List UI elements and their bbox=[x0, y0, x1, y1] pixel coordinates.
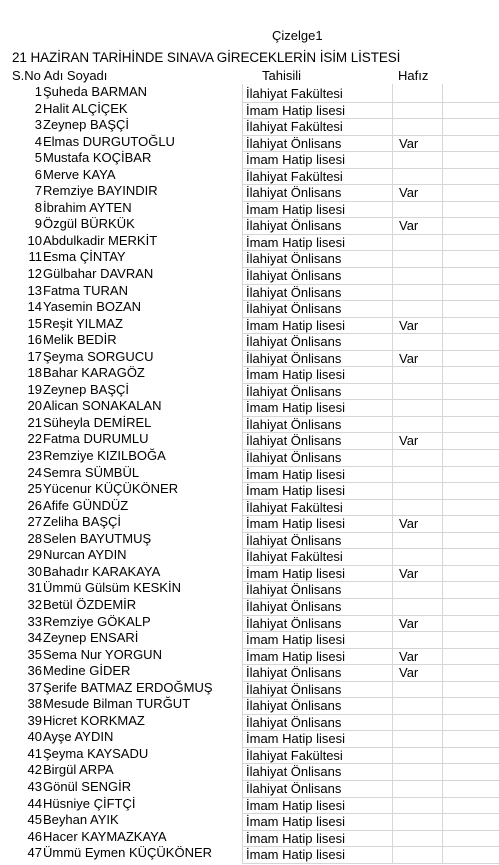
row-number: 8 bbox=[34, 199, 42, 215]
person-name: Hüsniye ÇİFTÇİ bbox=[43, 795, 136, 811]
education-cell: İlahiyat Önlisans bbox=[246, 416, 342, 432]
education-cell: İmam Hatip lisesi bbox=[246, 830, 345, 846]
table-row bbox=[0, 465, 499, 482]
education-cell: İlahiyat Önlisans bbox=[246, 185, 342, 201]
row-number: 7 bbox=[34, 183, 42, 199]
sheet-title: Çizelge1 bbox=[272, 28, 323, 43]
education-cell: İlahiyat Fakültesi bbox=[246, 549, 343, 565]
person-name: İbrahim AYTEN bbox=[43, 199, 132, 215]
person-name: Şerife BATMAZ ERDOĞMUŞ bbox=[43, 679, 213, 695]
table-row bbox=[0, 829, 499, 846]
person-name: Hacer KAYMAZKAYA bbox=[43, 828, 167, 844]
table-row bbox=[0, 481, 499, 498]
table-row bbox=[0, 597, 499, 614]
person-name: Sema Nur YORGUN bbox=[43, 646, 162, 662]
person-name: Zeynep BAŞÇİ bbox=[43, 117, 129, 133]
table-row bbox=[0, 796, 499, 813]
person-name: Zeynep BAŞÇİ bbox=[43, 381, 129, 397]
row-number: 28 bbox=[27, 530, 42, 546]
education-cell: İmam Hatip lisesi bbox=[246, 648, 345, 664]
row-number: 27 bbox=[27, 514, 42, 530]
hafiz-cell: Var bbox=[399, 218, 419, 234]
person-name: Halit ALÇİÇEK bbox=[43, 100, 128, 116]
education-cell: İlahiyat Fakültesi bbox=[246, 119, 343, 135]
education-cell: İlahiyat Önlisans bbox=[246, 780, 342, 796]
table-row bbox=[0, 101, 499, 118]
education-cell: İmam Hatip lisesi bbox=[246, 201, 345, 217]
header-no-name: S.No Adı Soyadı bbox=[12, 68, 108, 83]
person-name: Süheyla DEMİREL bbox=[43, 414, 152, 430]
table-row bbox=[0, 183, 499, 200]
row-number: 5 bbox=[34, 150, 42, 166]
person-name: Afife GÜNDÜZ bbox=[43, 497, 129, 513]
row-number: 40 bbox=[27, 729, 42, 745]
table-row bbox=[0, 762, 499, 779]
table-row bbox=[0, 845, 499, 862]
person-name: Betül ÖZDEMİR bbox=[43, 596, 137, 612]
table-row bbox=[0, 431, 499, 448]
table-row bbox=[0, 332, 499, 349]
row-number: 2 bbox=[34, 100, 42, 116]
table-row bbox=[0, 398, 499, 415]
person-name: Esma ÇİNTAY bbox=[43, 249, 126, 265]
education-cell: İlahiyat Önlisans bbox=[246, 301, 342, 317]
education-cell: İlahiyat Önlisans bbox=[246, 350, 342, 366]
education-cell: İmam Hatip lisesi bbox=[246, 152, 345, 168]
row-number: 39 bbox=[27, 712, 42, 728]
row-number: 34 bbox=[27, 630, 42, 646]
education-cell: İlahiyat Önlisans bbox=[246, 532, 342, 548]
row-number: 21 bbox=[27, 414, 42, 430]
table-row bbox=[0, 647, 499, 664]
education-cell: İmam Hatip lisesi bbox=[246, 731, 345, 747]
hafiz-cell: Var bbox=[399, 135, 419, 151]
education-cell: İlahiyat Önlisans bbox=[246, 681, 342, 697]
person-name: Bahadır KARAKAYA bbox=[43, 563, 161, 579]
person-name: Remziye BAYINDIR bbox=[43, 183, 158, 199]
education-cell: İlahiyat Önlisans bbox=[246, 450, 342, 466]
person-name: Semra SÜMBÜL bbox=[43, 464, 140, 480]
person-name: Zeliha BAŞÇİ bbox=[43, 514, 122, 530]
person-name: Özgül BÜRKÜK bbox=[43, 216, 135, 232]
table-row bbox=[0, 316, 499, 333]
education-cell: İlahiyat Önlisans bbox=[246, 135, 342, 151]
row-number: 15 bbox=[27, 315, 42, 331]
education-cell: İlahiyat Önlisans bbox=[246, 764, 342, 780]
person-name: Remziye KIZILBOĞA bbox=[43, 448, 166, 464]
row-number: 26 bbox=[27, 497, 42, 513]
table-row bbox=[0, 117, 499, 134]
row-number: 17 bbox=[27, 348, 42, 364]
person-name: Gülbahar DAVRAN bbox=[43, 266, 154, 282]
row-number: 12 bbox=[27, 266, 42, 282]
row-number: 10 bbox=[27, 232, 42, 248]
row-number: 45 bbox=[27, 812, 42, 828]
table-row bbox=[0, 580, 499, 597]
person-name: Medine GİDER bbox=[43, 663, 131, 679]
row-number: 9 bbox=[34, 216, 42, 232]
person-name: Şuheda BARMAN bbox=[43, 84, 148, 99]
education-cell: İmam Hatip lisesi bbox=[246, 516, 345, 532]
education-cell: İlahiyat Önlisans bbox=[246, 598, 342, 614]
row-divider bbox=[242, 863, 499, 864]
education-cell: İlahiyat Önlisans bbox=[246, 334, 342, 350]
hafiz-cell: Var bbox=[399, 565, 419, 581]
row-number: 25 bbox=[27, 481, 42, 497]
header-hafiz: Hafız bbox=[398, 68, 429, 83]
table-row bbox=[0, 779, 499, 796]
education-cell: İlahiyat Önlisans bbox=[246, 433, 342, 449]
education-cell: İlahiyat Önlisans bbox=[246, 698, 342, 714]
table-row bbox=[0, 266, 499, 283]
row-number: 43 bbox=[27, 778, 42, 794]
table-row bbox=[0, 514, 499, 531]
education-cell: İlahiyat Önlisans bbox=[246, 665, 342, 681]
person-name: Mesude Bilman TURĞUT bbox=[43, 696, 191, 712]
row-number: 3 bbox=[34, 117, 42, 133]
person-name: Şeyma KAYSADU bbox=[43, 745, 149, 761]
education-cell: İmam Hatip lisesi bbox=[246, 797, 345, 813]
person-name: Selen BAYUTMUŞ bbox=[43, 530, 152, 546]
person-name: Ayşe AYDIN bbox=[43, 729, 114, 745]
table-row bbox=[0, 249, 499, 266]
header-education: Tahisili bbox=[262, 68, 302, 83]
education-cell: İlahiyat Önlisans bbox=[246, 218, 342, 234]
row-number: 16 bbox=[27, 332, 42, 348]
education-cell: İlahiyat Önlisans bbox=[246, 714, 342, 730]
education-cell: İlahiyat Önlisans bbox=[246, 251, 342, 267]
education-cell: İmam Hatip lisesi bbox=[246, 483, 345, 499]
table-row bbox=[0, 84, 499, 101]
table-row bbox=[0, 349, 499, 366]
person-name: Hicret KORKMAZ bbox=[43, 712, 145, 728]
person-name: Gönül SENGİR bbox=[43, 778, 132, 794]
table-row bbox=[0, 564, 499, 581]
table-row bbox=[0, 680, 499, 697]
table-row bbox=[0, 547, 499, 564]
table-row bbox=[0, 812, 499, 829]
row-number: 4 bbox=[34, 133, 42, 149]
table-row bbox=[0, 531, 499, 548]
person-name: Fatma DURUMLU bbox=[43, 431, 149, 447]
table-row bbox=[0, 746, 499, 763]
education-cell: İlahiyat Fakültesi bbox=[246, 168, 343, 184]
education-cell: İmam Hatip lisesi bbox=[246, 234, 345, 250]
table-row bbox=[0, 614, 499, 631]
row-number: 11 bbox=[28, 249, 42, 265]
row-number: 6 bbox=[34, 166, 42, 182]
table-row bbox=[0, 283, 499, 300]
table-row bbox=[0, 150, 499, 167]
table-row bbox=[0, 630, 499, 647]
person-name: Nurcan AYDIN bbox=[43, 547, 127, 563]
education-cell: İlahiyat Önlisans bbox=[246, 615, 342, 631]
row-number: 1 bbox=[34, 84, 42, 99]
row-number: 29 bbox=[27, 547, 42, 563]
row-number: 23 bbox=[27, 448, 42, 464]
education-cell: İmam Hatip lisesi bbox=[246, 466, 345, 482]
row-number: 24 bbox=[27, 464, 42, 480]
hafiz-cell: Var bbox=[399, 317, 419, 333]
person-name: Ümmü Eymen KÜÇÜKÖNER bbox=[43, 845, 213, 861]
table-row bbox=[0, 382, 499, 399]
education-cell: İlahiyat Önlisans bbox=[246, 383, 342, 399]
row-number: 14 bbox=[27, 299, 42, 315]
table-row bbox=[0, 729, 499, 746]
person-name: Beyhan AYIK bbox=[43, 812, 119, 828]
person-name: Reşit YILMAZ bbox=[43, 315, 123, 331]
hafiz-cell: Var bbox=[399, 185, 419, 201]
education-cell: İmam Hatip lisesi bbox=[246, 632, 345, 648]
person-name: Ümmü Gülsüm KESKİN bbox=[43, 580, 181, 596]
education-cell: İlahiyat Fakültesi bbox=[246, 499, 343, 515]
person-name: Merve KAYA bbox=[43, 166, 116, 182]
education-cell: İmam Hatip lisesi bbox=[246, 565, 345, 581]
row-number: 38 bbox=[27, 696, 42, 712]
row-number: 47 bbox=[27, 845, 42, 861]
person-name: Yücenur KÜÇÜKÖNER bbox=[43, 481, 179, 497]
education-cell: İmam Hatip lisesi bbox=[246, 814, 345, 830]
hafiz-cell: Var bbox=[399, 648, 419, 664]
row-number: 19 bbox=[27, 381, 42, 397]
table-row bbox=[0, 200, 499, 217]
person-name: Şeyma SORGUCU bbox=[43, 348, 154, 364]
table-row bbox=[0, 299, 499, 316]
person-name: Birgül ARPA bbox=[43, 762, 114, 778]
person-name: Melik BEDİR bbox=[43, 332, 117, 348]
hafiz-cell: Var bbox=[399, 615, 419, 631]
row-number: 22 bbox=[27, 431, 42, 447]
row-number: 36 bbox=[27, 663, 42, 679]
person-name: Fatma TURAN bbox=[43, 282, 128, 298]
row-number: 46 bbox=[27, 828, 42, 844]
person-name: Bahar KARAGÖZ bbox=[43, 365, 145, 381]
education-cell: İlahiyat Fakültesi bbox=[246, 747, 343, 763]
row-number: 42 bbox=[27, 762, 42, 778]
person-name: Alican SONAKALAN bbox=[43, 398, 162, 414]
table-row bbox=[0, 696, 499, 713]
education-cell: İmam Hatip lisesi bbox=[246, 367, 345, 383]
table-row bbox=[0, 134, 499, 151]
education-cell: İmam Hatip lisesi bbox=[246, 317, 345, 333]
table-row bbox=[0, 415, 499, 432]
education-cell: İmam Hatip lisesi bbox=[246, 847, 345, 863]
table-row bbox=[0, 498, 499, 515]
hafiz-cell: Var bbox=[399, 433, 419, 449]
row-number: 44 bbox=[27, 795, 42, 811]
hafiz-cell: Var bbox=[399, 665, 419, 681]
person-name: Yasemin BOZAN bbox=[43, 299, 142, 315]
education-cell: İlahiyat Önlisans bbox=[246, 582, 342, 598]
row-number: 32 bbox=[27, 596, 42, 612]
person-name: Abdulkadir MERKİT bbox=[43, 232, 158, 248]
table-row bbox=[0, 233, 499, 250]
education-cell: İmam Hatip lisesi bbox=[246, 102, 345, 118]
person-name: Mustafa KOÇİBAR bbox=[43, 150, 152, 166]
table-row bbox=[0, 663, 499, 680]
person-name: Zeynep ENSARİ bbox=[43, 630, 139, 646]
row-number: 31 bbox=[27, 580, 42, 596]
row-number: 20 bbox=[27, 398, 42, 414]
table-row bbox=[0, 167, 499, 184]
row-number: 13 bbox=[27, 282, 42, 298]
hafiz-cell: Var bbox=[399, 516, 419, 532]
row-number: 41 bbox=[27, 745, 42, 761]
row-number: 30 bbox=[27, 563, 42, 579]
row-number: 18 bbox=[27, 365, 42, 381]
row-number: 37 bbox=[27, 679, 42, 695]
table-row bbox=[0, 713, 499, 730]
table-row bbox=[0, 216, 499, 233]
table-row bbox=[0, 448, 499, 465]
row-number: 33 bbox=[27, 613, 42, 629]
page-heading: 21 HAZİRAN TARİHİNDE SINAVA GİRECEKLERİN İSİM LİSTESİ bbox=[12, 50, 401, 65]
education-cell: İlahiyat Önlisans bbox=[246, 284, 342, 300]
name-list bbox=[0, 84, 499, 862]
row-number: 35 bbox=[27, 646, 42, 662]
education-cell: İmam Hatip lisesi bbox=[246, 400, 345, 416]
person-name: Elmas DURGUTOĞLU bbox=[43, 133, 175, 149]
hafiz-cell: Var bbox=[399, 350, 419, 366]
person-name: Remziye GÖKALP bbox=[43, 613, 151, 629]
education-cell: İlahiyat Fakültesi bbox=[246, 86, 343, 101]
table-row bbox=[0, 365, 499, 382]
education-cell: İlahiyat Önlisans bbox=[246, 268, 342, 284]
